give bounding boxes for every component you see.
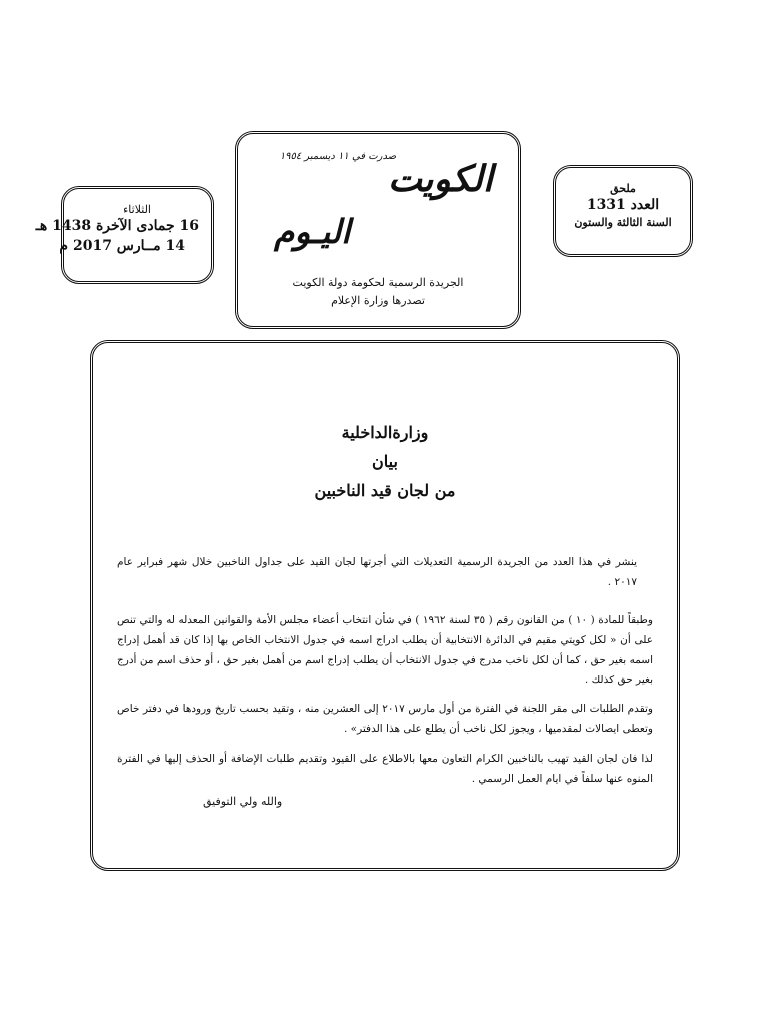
hijri-date: 16 جمادى الآخرة 1438 هـ: [35, 218, 199, 234]
masthead-subtitle: الجريدة الرسمية لحكومة دولة الكويت: [292, 276, 464, 289]
date-box: [35, 186, 214, 284]
publication-year: السنة الثالثة والستون: [574, 216, 672, 229]
issue-number: العدد 1331: [586, 197, 660, 213]
masthead-box: [235, 131, 521, 329]
statement-heading: بيان: [372, 452, 398, 471]
closing-line: والله ولي التوفيق: [203, 795, 283, 808]
masthead-publisher: تصدرها وزارة الإعلام: [331, 294, 425, 307]
paragraph-3: وتقدم الطلبات الى مقر اللجنة في الفترة من أول مارس ٢٠١٧ إلى العشرين منه ، وتقيد بحسب تاريخ ورودها في دفتر خاص وتعطى ايصالات لمقدميها ، ويجوز لكل ناخب أن يطلع على هذا الدفتر» .: [117, 702, 654, 735]
supplement-label: ملحق: [610, 182, 636, 195]
committee-heading: من لجان قيد الناخبين: [314, 481, 456, 500]
ministry-heading: وزارةالداخلية: [341, 423, 429, 442]
paragraph-2: وطبقاً للمادة ( ١٠ ) من القانون رقم ( ٣٥ لسنة ١٩٦٢ ) في شأن انتخاب أعضاء مجلس الأمة والقوانين المعدله له والتي تنص على أن « لكل كويتي مقيم في الدائرة الانتخابية أن يطلب ادراج اسمه في جدول الانتخاب الخاص بها إذا كان قد أهمل إدراج اسمه بغير حق ، كما أن لكل ناخب مدرج في جدول الانتخاب أن يطلب إدراج اسم من أهمل بغير حق ، أو حذف اسم من أدرج بغير حق كذلك .: [117, 613, 653, 686]
masthead-title-kuwait: الكويت: [388, 158, 493, 200]
announcement-box: [90, 340, 680, 871]
issued-date: صدرت في ١١ ديسمبر ١٩٥٤: [279, 151, 397, 162]
masthead-title-alyoum: اليـوم: [274, 212, 351, 251]
weekday: الثلاثاء: [123, 203, 151, 216]
paragraph-4: لذا فان لجان القيد تهيب بالناخبين الكرام التعاون معها بالاطلاع على القيود وتقديم طلبات الإضافة أو الحذف إليها في الفترة المنوه عنها سلفاً في ايام العمل الرسمي .: [117, 752, 653, 785]
supplement-box: [553, 165, 693, 257]
gregorian-date: 14 مــارس 2017 م: [59, 238, 185, 254]
paragraph-1: ينشر في هذا العدد من الجريدة الرسمية التعديلات التي أجرتها لجان القيد على جداول الناخبين خلال شهر فبراير عام ٢٠١٧ .: [117, 555, 637, 588]
